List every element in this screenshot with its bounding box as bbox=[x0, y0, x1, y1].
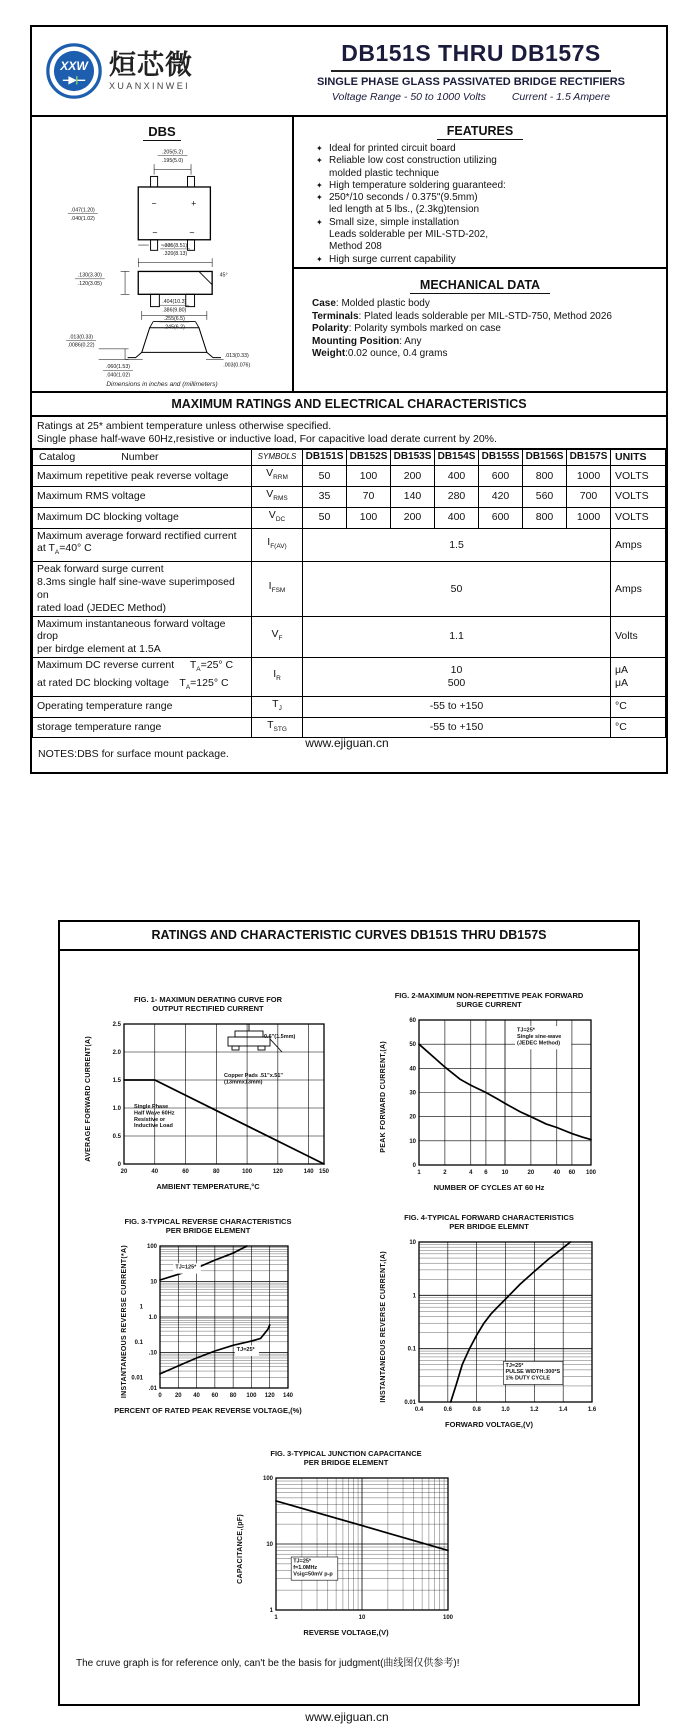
y-tick-label: 1 bbox=[269, 1607, 273, 1614]
y-tick-label: 10 bbox=[409, 1138, 416, 1145]
value-cell: -55 to +150 bbox=[303, 717, 611, 738]
chart-annotation: f=1.0MHz bbox=[293, 1564, 318, 1571]
unit-cell: VOLTS bbox=[611, 507, 666, 528]
chart-canvas bbox=[130, 1240, 296, 1404]
feature-item: ✦ Ideal for printed circuit board bbox=[316, 143, 658, 155]
value-cell: 600 bbox=[479, 507, 523, 528]
mechanical-key: Case bbox=[312, 298, 336, 309]
value-cell: 200 bbox=[391, 465, 435, 486]
package-outline-drawing bbox=[33, 143, 291, 377]
value-cell: -55 to +150 bbox=[303, 696, 611, 717]
row-symbol: $I_{FSM}$ bbox=[252, 562, 303, 616]
row-label: Maximum repetitive peak reverse voltage bbox=[33, 465, 252, 486]
x-tick-label: 0.6 bbox=[443, 1406, 452, 1413]
features-section bbox=[294, 117, 666, 269]
ratings-conditions bbox=[32, 417, 666, 449]
figure-body bbox=[348, 1014, 630, 1181]
figure-body bbox=[210, 1472, 482, 1626]
y-tick-label: .01 bbox=[148, 1385, 157, 1392]
x-tick-label: 100 bbox=[442, 1614, 454, 1621]
mechanical-value: : Any bbox=[399, 335, 422, 347]
table-header-row bbox=[33, 450, 666, 466]
value-cell: 560 bbox=[523, 486, 567, 507]
table-row bbox=[33, 465, 666, 486]
unit-cell: VOLTS bbox=[611, 465, 666, 486]
x-tick-label: 6 bbox=[484, 1169, 488, 1176]
part-number-title: DB151S THRU DB157S bbox=[331, 40, 611, 72]
y-tick-label: 1.0 bbox=[112, 1105, 121, 1112]
row-symbol: $V_{RMS}$ bbox=[252, 486, 303, 507]
col-header-part: DB157S bbox=[567, 450, 611, 466]
chart-annotation: Single Phase bbox=[134, 1103, 169, 1110]
row-symbol: $T_J$ bbox=[252, 696, 303, 717]
y-tick-label: 0 bbox=[117, 1161, 121, 1168]
value-cell: 400 bbox=[435, 507, 479, 528]
feature-item: ✦ 250*/10 seconds / 0.375"(9.5mm) led length at 5 lbs., (2.3kg)tension bbox=[316, 192, 658, 217]
dimension-label: .320(8.13) bbox=[163, 251, 188, 258]
chart-annotation: (13mmx13mm) bbox=[224, 1079, 263, 1086]
mechanical-title: MECHANICAL DATA bbox=[410, 278, 550, 294]
chart-annotation: TJ=25* bbox=[236, 1346, 255, 1353]
row-label: Maximum DC blocking voltage bbox=[33, 507, 252, 528]
table-row bbox=[33, 717, 666, 738]
x-tick-label: 10 bbox=[358, 1614, 366, 1621]
figure-title-line: PER BRIDGE ELEMNT bbox=[449, 1221, 529, 1231]
col-header-part: DB153S bbox=[391, 450, 435, 466]
table-row bbox=[33, 616, 666, 657]
row-label: Maximum instantaneous forward voltage drop per birdge element at 1.5A bbox=[33, 616, 252, 657]
value-cell: 70 bbox=[347, 486, 391, 507]
figure-title bbox=[348, 1214, 630, 1232]
unit-cell: Amps bbox=[611, 562, 666, 616]
row-label: Maximum average forward rectified current at $T_A=40^\circ$ C bbox=[33, 528, 252, 562]
feature-item: ✦ High temperature soldering guaranteed: bbox=[316, 180, 658, 192]
figure-title-line: FIG. 2-MAXIMUM NON-REPETITIVE PEAK FORWARD bbox=[394, 991, 584, 1000]
dimension-label: .335(8.51) bbox=[163, 242, 188, 249]
dimension-label: .386(9.80) bbox=[162, 307, 187, 314]
figure-title-line: FIG. 3-TYPICAL JUNCTION CAPACITANCE bbox=[270, 1449, 422, 1458]
table-row bbox=[33, 486, 666, 507]
value-cell: 420 bbox=[479, 486, 523, 507]
x-tick-label: 150 bbox=[318, 1168, 330, 1175]
value-cell: 800 bbox=[523, 507, 567, 528]
x-tick-label: 1 bbox=[417, 1169, 421, 1176]
x-tick-label: 40 bbox=[193, 1392, 200, 1399]
chart-canvas bbox=[389, 1014, 599, 1181]
x-tick-label: 1 bbox=[274, 1614, 278, 1621]
mechanical-data-section bbox=[294, 269, 666, 361]
y-tick-label: 0.5 bbox=[112, 1133, 121, 1140]
svg-text:−: − bbox=[151, 198, 157, 209]
x-tick-label: 100 bbox=[585, 1169, 597, 1176]
figure-body bbox=[72, 1018, 344, 1180]
datasheet-page-1 bbox=[30, 25, 668, 774]
col-header-part: DB152S bbox=[347, 450, 391, 466]
y-outer-tick-label: 1 bbox=[139, 1303, 143, 1310]
col-header-part: DB155S bbox=[479, 450, 523, 466]
row-label: Maximum DC reverse current $T_A=25^\circ$ C at rated DC blocking voltage $T_A=125^\circ$ C bbox=[33, 657, 252, 696]
mechanical-row bbox=[312, 298, 658, 311]
x-tick-label: 10 bbox=[501, 1169, 509, 1176]
y-axis-label: CAPACITANCE,(pF) bbox=[237, 1513, 244, 1584]
figure-title-line: FIG. 1- MAXIMUN DERATING CURVE FOR bbox=[133, 995, 283, 1004]
figure-title-line: FIG. 3-TYPICAL REVERSE CHARACTERISTICS bbox=[124, 1217, 292, 1226]
unit-cell: VOLTS bbox=[611, 486, 666, 507]
value-cell: 1000 bbox=[567, 507, 611, 528]
figure-title-line: SURGE CURRENT bbox=[456, 999, 522, 1009]
chart-canvas bbox=[389, 1236, 600, 1418]
chart-canvas bbox=[246, 1472, 456, 1626]
y-tick-label: 2.5 bbox=[112, 1021, 121, 1028]
figure-title bbox=[348, 992, 630, 1010]
dimension-label: .013(0.33) bbox=[224, 352, 249, 359]
svg-text:~: ~ bbox=[152, 227, 158, 238]
ratings-section-title: MAXIMUM RATINGS AND ELECTRICAL CHARACTERISTICS bbox=[32, 393, 666, 417]
dimension-label: .047(1.20) bbox=[70, 207, 95, 214]
logo-xxw-text: XXW bbox=[60, 59, 88, 74]
x-tick-label: 0.4 bbox=[414, 1406, 423, 1413]
mechanical-row bbox=[312, 348, 658, 361]
dimension-label: .255(6.5) bbox=[163, 315, 185, 322]
mechanical-key: Terminals bbox=[312, 310, 359, 322]
y-tick-label: 10 bbox=[266, 1541, 273, 1548]
figure-surge-current bbox=[348, 992, 630, 1192]
col-header-part: DB151S bbox=[303, 450, 347, 466]
chart-annotation: TJ=125* bbox=[175, 1264, 197, 1271]
mechanical-key: Mounting Position bbox=[312, 335, 400, 347]
x-axis-label: FORWARD VOLTAGE,(V) bbox=[445, 1419, 533, 1429]
chart-annotation: PULSE WIDTH:300*S bbox=[505, 1368, 560, 1375]
y-axis-label: INSTANTANEOUS REVERSE CURRENT(*A) bbox=[121, 1245, 128, 1399]
x-tick-label: 80 bbox=[212, 1168, 220, 1175]
figure-title-line: FIG. 4-TYPICAL FORWARD CHARACTERISTICS bbox=[404, 1213, 574, 1222]
figure-title-line: OUTPUT RECTIFIED CURRENT bbox=[152, 1003, 264, 1013]
y-axis-label: AVERAGE FORWARD CURRENT(A) bbox=[85, 1035, 92, 1162]
chart-canvas bbox=[94, 1018, 332, 1180]
value-cell: 1.5 bbox=[303, 528, 611, 562]
unit-cell: °C bbox=[611, 696, 666, 717]
ratings-note-2: Single phase half-wave 60Hz,resistive or inductive load, For capacitive load derate current by 20%. bbox=[37, 432, 497, 445]
logo-text bbox=[109, 51, 193, 91]
unit-cell: °C bbox=[611, 717, 666, 738]
y-tick-label: 0 bbox=[412, 1162, 416, 1169]
table-row bbox=[33, 528, 666, 562]
mechanical-rows bbox=[312, 298, 658, 361]
chart-annotation: Copper Pads .51"x.51" bbox=[224, 1072, 284, 1079]
chart-annotation: Resistive or bbox=[134, 1116, 166, 1123]
data-series bbox=[160, 1246, 247, 1280]
value-cell: 50 bbox=[303, 465, 347, 486]
value-cell: 10 500 bbox=[303, 657, 611, 696]
value-cell: 200 bbox=[391, 507, 435, 528]
chart-annotation: TJ=25* bbox=[293, 1558, 312, 1565]
mechanical-row bbox=[312, 336, 658, 349]
package-dimensions-caption: Dimensions in inches and (millimeters) bbox=[106, 381, 218, 388]
figure-reverse-characteristics bbox=[72, 1218, 344, 1415]
figure-title-line: PER BRIDGE ELEMENT bbox=[165, 1225, 251, 1235]
x-tick-label: 1.2 bbox=[529, 1406, 539, 1413]
dimension-label: .013(0.33) bbox=[69, 334, 94, 341]
y-tick-label: 1.0 bbox=[148, 1314, 157, 1321]
value-cell: 100 bbox=[347, 465, 391, 486]
dimension-label: 45° bbox=[219, 272, 228, 279]
chart-annotation: 1% DUTY CYCLE bbox=[505, 1375, 550, 1382]
value-cell: 280 bbox=[435, 486, 479, 507]
x-tick-label: 120 bbox=[272, 1168, 283, 1175]
dimension-label: .195(5.0) bbox=[162, 158, 184, 165]
header bbox=[32, 27, 666, 117]
x-tick-label: 20 bbox=[174, 1392, 182, 1399]
figure-title-line: PER BRIDGE ELEMENT bbox=[303, 1457, 389, 1467]
figure-title bbox=[72, 996, 344, 1014]
curves-disclaimer: The cruve graph is for reference only, can't be the basis for judgment(曲线图仅供参考)! bbox=[76, 1658, 460, 1669]
value-cell: 100 bbox=[347, 507, 391, 528]
mechanical-value: : Molded plastic body bbox=[335, 298, 430, 309]
feature-item: ✦ Reliable low cost construction utilizing molded plastic technique bbox=[316, 155, 658, 180]
y-tick-label: 10 bbox=[408, 1239, 416, 1246]
chart-annotation: 0.6"(1.5mm) bbox=[264, 1033, 296, 1040]
value-cell: 50 bbox=[303, 562, 611, 616]
y-outer-tick-label: 0.01 bbox=[131, 1374, 143, 1381]
x-axis-label: REVERSE VOLTAGE,(V) bbox=[303, 1627, 389, 1637]
row-symbol: $V_F$ bbox=[252, 616, 303, 657]
row-symbol: $I_R$ bbox=[252, 657, 303, 696]
dimension-label: .040(1.02) bbox=[70, 216, 95, 223]
row-symbol: $V_{DC}$ bbox=[252, 507, 303, 528]
dimension-label: .130(3.30) bbox=[77, 272, 102, 279]
x-axis-label: AMBIENT TEMPERATURE,°C bbox=[156, 1181, 260, 1191]
chart-annotation: Single sine-wave bbox=[517, 1033, 562, 1040]
value-cell: 600 bbox=[479, 465, 523, 486]
table-notes: NOTES:DBS for surface mount package. bbox=[38, 748, 229, 761]
unit-cell: Amps bbox=[611, 528, 666, 562]
y-tick-label: 100 bbox=[146, 1243, 157, 1250]
table-row bbox=[33, 657, 666, 696]
x-tick-label: 100 bbox=[246, 1392, 257, 1399]
footer-url-page2: www.ejiguan.cn bbox=[305, 1710, 389, 1724]
mechanical-row bbox=[312, 323, 658, 336]
col-header-catalog: Catalog Number bbox=[33, 450, 252, 466]
voltage-range: Voltage Range - 50 to 1000 Volts bbox=[331, 90, 486, 103]
mechanical-value: : Plated leads solderable per MIL-STD-750, Method 2026 bbox=[358, 310, 612, 322]
figure-junction-capacitance bbox=[210, 1450, 482, 1637]
x-tick-label: 0 bbox=[158, 1392, 162, 1399]
x-tick-label: 2 bbox=[443, 1169, 447, 1176]
figure-title bbox=[72, 1218, 344, 1236]
value-cell: 700 bbox=[567, 486, 611, 507]
chart-annotation: Half Wave 60Hz bbox=[134, 1109, 175, 1116]
x-tick-label: 140 bbox=[303, 1168, 314, 1175]
row-symbol: $I_{F(AV)}$ bbox=[252, 528, 303, 562]
y-tick-label: 100 bbox=[262, 1475, 273, 1482]
package-name: DBS bbox=[143, 124, 180, 141]
dimension-label: .003(0.076) bbox=[223, 362, 251, 369]
y-tick-label: 50 bbox=[409, 1041, 416, 1048]
footer-url-page1: www.ejiguan.cn bbox=[305, 736, 389, 750]
col-header-symbols: SYMBOLS bbox=[252, 450, 303, 466]
row-label: Maximum RMS voltage bbox=[33, 486, 252, 507]
y-tick-label: 2.0 bbox=[112, 1049, 121, 1056]
x-tick-label: 100 bbox=[242, 1168, 253, 1175]
features-list bbox=[316, 143, 658, 266]
dimension-label: .120(3.05) bbox=[77, 281, 102, 288]
y-tick-label: 1.5 bbox=[112, 1077, 121, 1084]
y-tick-label: 1 bbox=[412, 1292, 416, 1299]
table-row bbox=[33, 696, 666, 717]
x-tick-label: 1.0 bbox=[500, 1406, 510, 1413]
mechanical-key: Polarity bbox=[312, 323, 349, 335]
title-block bbox=[282, 40, 666, 103]
x-tick-label: 120 bbox=[264, 1392, 275, 1399]
y-outer-tick-label: 0.1 bbox=[134, 1339, 143, 1346]
unit-cell: Volts bbox=[611, 616, 666, 657]
svg-text:+: + bbox=[191, 198, 197, 209]
figure-derating-curve bbox=[72, 996, 344, 1191]
mechanical-row bbox=[312, 311, 658, 324]
value-cell: 800 bbox=[523, 465, 567, 486]
figure-forward-characteristics bbox=[348, 1214, 630, 1429]
y-tick-label: 0.01 bbox=[403, 1399, 416, 1406]
x-tick-label: 40 bbox=[553, 1169, 561, 1176]
dimension-label: .040(1.02) bbox=[106, 372, 131, 377]
mechanical-value: : Polarity symbols marked on case bbox=[348, 323, 501, 335]
value-cell: 1.1 bbox=[303, 616, 611, 657]
logo-mark-icon bbox=[46, 43, 102, 99]
row-label: storage temperature range bbox=[33, 717, 252, 738]
mechanical-value: :0.02 ounce, 0.4 grams bbox=[345, 348, 448, 360]
row-symbol: $T_{STG}$ bbox=[252, 717, 303, 738]
logo-english-name: XUANXINWEI bbox=[109, 81, 191, 91]
y-tick-label: 10 bbox=[150, 1279, 157, 1286]
x-tick-label: 60 bbox=[568, 1169, 576, 1176]
figure-body bbox=[348, 1236, 630, 1418]
dimension-label: .0086(0.22) bbox=[67, 342, 95, 349]
figure-body bbox=[72, 1240, 344, 1404]
row-label: Operating temperature range bbox=[33, 696, 252, 717]
col-header-units: UNITS bbox=[611, 450, 666, 466]
col-header-part: DB156S bbox=[523, 450, 567, 466]
value-cell: 1000 bbox=[567, 465, 611, 486]
chart-annotation: TJ=25* bbox=[517, 1027, 535, 1034]
y-tick-label: 20 bbox=[409, 1114, 416, 1121]
x-tick-label: 60 bbox=[211, 1392, 219, 1399]
chart-annotation: Vsig=50mV p-p bbox=[293, 1570, 333, 1577]
current-rating: Current - 1.5 Ampere bbox=[511, 90, 611, 103]
dimension-label: .060(1.53) bbox=[106, 364, 131, 371]
curves-section-title: RATINGS AND CHARACTERISTIC CURVES DB151S THRU DB157S bbox=[60, 922, 638, 951]
y-tick-label: 30 bbox=[409, 1090, 416, 1097]
feature-item: ✦ Small size, simple installation Leads solderable per MIL-STD-202, Method 208 bbox=[316, 217, 658, 254]
x-tick-label: 80 bbox=[229, 1392, 237, 1399]
y-tick-label: 40 bbox=[409, 1065, 416, 1072]
table-row bbox=[33, 507, 666, 528]
logo-chinese-name: 烜芯微 bbox=[109, 50, 193, 80]
x-axis-label: PERCENT OF RATED PEAK REVERSE VOLTAGE,(%) bbox=[114, 1405, 302, 1415]
y-tick-label: .10 bbox=[148, 1350, 157, 1357]
dimension-label: .245(6.2) bbox=[163, 324, 185, 331]
value-cell: 400 bbox=[435, 465, 479, 486]
company-logo bbox=[32, 43, 282, 99]
x-tick-label: 1.6 bbox=[587, 1406, 596, 1413]
value-cell: 140 bbox=[391, 486, 435, 507]
x-tick-label: 20 bbox=[527, 1169, 535, 1176]
y-tick-label: 60 bbox=[409, 1017, 416, 1024]
value-cell: 50 bbox=[303, 507, 347, 528]
dimension-label: .205(5.2) bbox=[162, 149, 184, 156]
y-tick-label: 0.1 bbox=[407, 1346, 416, 1353]
ratings-summary-line bbox=[282, 91, 660, 103]
chart-annotation: TJ=25* bbox=[505, 1362, 523, 1369]
package-drawing-panel bbox=[32, 117, 294, 391]
x-tick-label: 60 bbox=[182, 1168, 189, 1175]
features-title: FEATURES bbox=[437, 124, 523, 140]
mechanical-key: Weight bbox=[312, 348, 346, 360]
chart-annotation: (JEDEC Method) bbox=[517, 1039, 561, 1046]
x-tick-label: 20 bbox=[120, 1168, 128, 1175]
x-tick-label: 0.8 bbox=[471, 1406, 481, 1413]
y-axis-label: INSTANTANEOUS REVERSE CURRENT,(A) bbox=[379, 1250, 387, 1403]
value-cell: 35 bbox=[303, 486, 347, 507]
ratings-note-1: Ratings at 25* ambient temperature unless otherwise specified. bbox=[37, 420, 332, 432]
svg-text:~: ~ bbox=[189, 227, 195, 238]
col-header-part: DB154S bbox=[435, 450, 479, 466]
dimension-label: .404(10.3) bbox=[162, 299, 187, 306]
ratings-table bbox=[32, 449, 666, 738]
feature-item: ✦ High surge current capability bbox=[316, 254, 658, 266]
doc-subtitle: SINGLE PHASE GLASS PASSIVATED BRIDGE RECTIFIERS bbox=[316, 75, 626, 88]
chart-annotation: Inductive Load bbox=[134, 1122, 173, 1129]
x-tick-label: 40 bbox=[151, 1168, 159, 1175]
x-tick-label: 4 bbox=[469, 1169, 473, 1176]
x-tick-label: 140 bbox=[282, 1392, 294, 1399]
x-tick-label: 1.4 bbox=[558, 1406, 567, 1413]
datasheet-page-2 bbox=[58, 920, 640, 1706]
row-label: Peak forward surge current 8.3ms single half sine-wave superimposed on rated load (JEDEC Method) bbox=[33, 562, 252, 616]
unit-cell: μA μA bbox=[611, 657, 666, 696]
y-axis-label: PEAK FORWARD CURRENT,(A) bbox=[380, 1041, 387, 1153]
row-symbol: $V_{RRM}$ bbox=[252, 465, 303, 486]
x-axis-label: NUMBER OF CYCLES AT 60 Hz bbox=[433, 1182, 545, 1192]
table-row bbox=[33, 562, 666, 616]
figure-title bbox=[210, 1450, 482, 1468]
